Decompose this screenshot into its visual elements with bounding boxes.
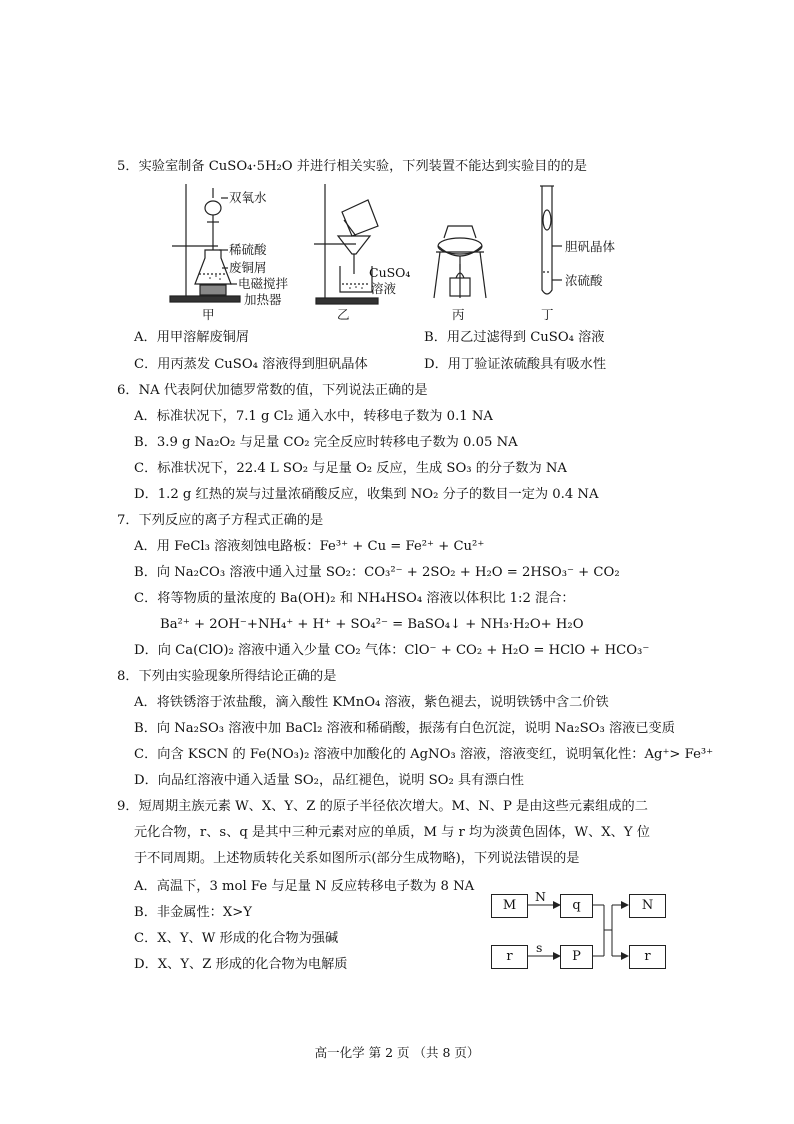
q8-option-d: D．向品红溶液中通入适量 SO₂，品红褪色，说明 SO₂ 具有漂白性 [134,773,524,788]
diagram-box-q: q [560,894,593,918]
label-stirrer-1: 电磁搅拌 [238,276,289,291]
q7-option-c: C．将等物质的量浓度的 Ba(OH)₂ 和 NH₄HSO₄ 溶液以体积比 1:2 混合： [134,591,575,606]
label-stirrer-2: 加热器 [244,292,282,307]
q9-option-b: B．非金属性：X>Y [134,905,252,920]
q5-option-c: C．用丙蒸发 CuSO₄ 溶液得到胆矾晶体 [134,357,368,372]
q5-option-a: A．用甲溶解废铜屑 [134,330,250,345]
diagram-box-r-left: r [491,945,528,969]
diagram-box-m: M [491,894,528,918]
q8-stem: 8．下列由实验现象所得结论正确的是 [117,669,337,684]
apparatus-yi-label: 乙 [337,307,350,322]
diagram-box-p: P [560,945,593,969]
q9-stem-line-1: 9．短周期主族元素 W、X、Y、Z 的原子半径依次增大。M、N、P 是由这些元素组成的二 [117,799,648,814]
label-solution: 溶液 [371,281,397,296]
q8-option-a: A．将铁锈溶于浓盐酸，滴入酸性 KMnO₄ 溶液，紫色褪去，说明铁锈中含二价铁 [134,695,609,710]
label-conc-acid: 浓硫酸 [565,273,603,288]
q5-option-d: D．用丁验证浓硫酸具有吸水性 [424,357,607,372]
label-scrap-cu: 废铜屑 [229,260,267,275]
q5-option-b: B．用乙过滤得到 CuSO₄ 溶液 [424,330,605,345]
q8-option-b: B．向 Na₂SO₃ 溶液中加 BaCl₂ 溶液和稀硝酸，振荡有白色沉淀，说明 Na₂SO₃ 溶液已变质 [134,721,675,736]
q9-stem-line-2: 元化合物，r、s、q 是其中三种元素对应的单质，M 与 r 均为淡黄色固体，W、X、Y 位 [134,825,650,840]
q8-option-c: C．向含 KSCN 的 Fe(NO₃)₂ 溶液中加酸化的 AgNO₃ 溶液，溶液变红，说明氧化性：Ag⁺> Fe³⁺ [134,747,714,762]
q7-option-c-equation: Ba²⁺ + 2OH⁻+NH₄⁺ + H⁺ + SO₄²⁻ = BaSO₄↓ + NH₃·H₂O+ H₂O [160,617,584,632]
apparatus-ding-label: 丁 [541,307,554,322]
label-h2o2: 双氧水 [229,190,267,205]
apparatus-illustrations [0,178,794,338]
diagram-box-r-right: r [629,945,666,969]
q7-option-b: B．向 Na₂CO₃ 溶液中通入过量 SO₂：CO₃²⁻ + 2SO₂ + H₂O = 2HSO₃⁻ + CO₂ [134,565,620,580]
q7-option-d: D．向 Ca(ClO)₂ 溶液中通入少量 CO₂ 气体：ClO⁻ + CO₂ + H₂O = HClO + HCO₃⁻ [134,643,650,658]
q6-stem: 6．NA 代表阿伏加德罗常数的值，下列说法正确的是 [117,383,428,398]
q6-option-a: A．标准状况下，7.1 g Cl₂ 通入水中，转移电子数为 0.1 NA [134,409,493,424]
q7-stem: 7．下列反应的离子方程式正确的是 [117,513,324,528]
label-cuso4: CuSO₄ [369,265,411,280]
q6-option-d: D．1.2 g 红热的炭与过量浓硝酸反应，收集到 NO₂ 分子的数目一定为 0.4 NA [134,487,599,502]
apparatus-bing-label: 丙 [452,307,465,322]
diagram-arrow-label-s: s [536,940,543,955]
diagram-arrow-label-n: N [535,889,546,904]
q9-conversion-diagram-arrows [0,888,794,988]
q7-option-a: A．用 FeCl₃ 溶液刻蚀电路板：Fe³⁺ + Cu = Fe²⁺ + Cu²⁺ [134,539,485,554]
label-crystal: 胆矾晶体 [565,239,616,254]
q6-option-b: B．3.9 g Na₂O₂ 与足量 CO₂ 完全反应时转移电子数为 0.05 NA [134,435,518,450]
q5-stem: 5．实验室制备 CuSO₄·5H₂O 并进行相关实验，下列装置不能达到实验目的的是 [117,159,587,174]
q6-option-c: C．标准状况下，22.4 L SO₂ 与足量 O₂ 反应，生成 SO₃ 的分子数为 NA [134,461,567,476]
apparatus-jia-label: 甲 [202,307,215,322]
q9-option-a: A．高温下，3 mol Fe 与足量 N 反应转移电子数为 8 NA [134,879,475,894]
page-footer: 高一化学 第 2 页 （共 8 页） [314,1045,480,1060]
q9-stem-line-3: 于不同周期。上述物质转化关系如图所示(部分生成物略)，下列说法错误的是 [134,851,580,866]
q9-option-d: D．X、Y、Z 形成的化合物为电解质 [134,957,348,972]
diagram-box-n: N [629,894,666,918]
label-dilute-acid: 稀硫酸 [229,242,267,257]
q9-option-c: C．X、Y、W 形成的化合物为强碱 [134,931,339,946]
